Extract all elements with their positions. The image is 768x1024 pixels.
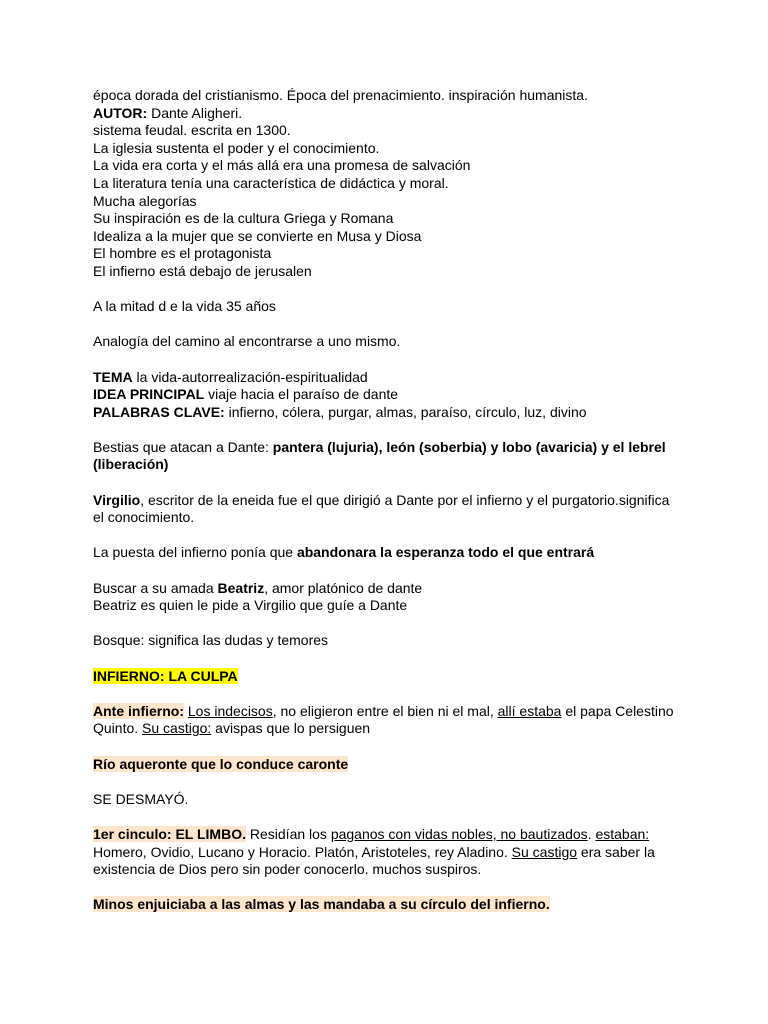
intro-line: Mucha alegorías <box>93 192 197 209</box>
author-label: AUTOR: <box>93 104 148 121</box>
intro-line: El hombre es el protagonista <box>93 245 272 262</box>
bestias-list: pantera (lujuria), león (soberbia) y lobo (avaricia) y el lebrel (liberación) <box>93 438 666 473</box>
estaban-underline: estaban: <box>595 825 650 842</box>
beatriz-name: Beatriz <box>217 579 265 596</box>
intro-line: época dorada del cristianismo. Época del prenacimiento. inspiración humanista. <box>93 87 588 103</box>
idea-label: IDEA PRINCIPAL <box>93 386 205 403</box>
virgilio-name: Virgilio <box>93 491 141 508</box>
intro-line: sistema feudal. escrita en 1300. <box>93 122 291 139</box>
intro-line: La vida era corta y el más allá era una promesa de salvación <box>93 157 471 174</box>
palabras-value: infierno, cólera, purgar, almas, paraíso, círculo, luz, divino <box>224 403 587 420</box>
limbo-paragraph: 1er cinculo: EL LIMBO. Residían los paganos con vidas nobles, no bautizados. estaban: Homero, Ovidio, Lucano y Horacio. Platón, Aristoteles, rey Aladino. Su castigo era saber la existencia de Dios pero sin poder conocerlo. muchos suspiros. <box>93 825 655 878</box>
tema-value: la vida-autorrealización-espiritualidad <box>132 368 368 385</box>
rio-line <box>93 756 683 774</box>
ante-infierno-paragraph: Ante infierno: Los indecisos, no eligieron entre el bien ni el mal, allí estaba el papa Celestino Quinto. Su castigo: avispas que lo persiguen <box>93 702 674 737</box>
bestias-paragraph <box>93 439 683 474</box>
author-value: Dante Aligheri. <box>147 104 243 121</box>
author-line <box>93 105 683 123</box>
puesta-bold: abandonara la esperanza todo el que entrará <box>296 544 595 561</box>
puesta-intro: La puesta del infierno ponía que <box>93 544 297 561</box>
intro-line: El infierno está debajo de jerusalen <box>93 262 312 279</box>
paganos-underline: paganos con vidas nobles, no bautizados <box>330 825 588 842</box>
tema-label: TEMA <box>93 368 133 385</box>
infierno-heading <box>93 668 683 686</box>
virgilio-text: , escritor de la eneida fue el que dirigió a Dante por el infierno y el purgatorio.significa el conocimiento. <box>93 491 670 526</box>
intro-line: La literatura tenía una característica de didáctica y moral. <box>93 174 449 191</box>
beatriz-intro: Buscar a su amada <box>93 579 218 596</box>
minos-line <box>93 896 683 914</box>
tema-line <box>93 369 683 387</box>
beatriz-desc: , amor platónico de dante <box>264 579 423 596</box>
limbo-label: 1er cinculo: EL LIMBO. <box>93 825 246 842</box>
ante-infierno-label: Ante infierno: <box>93 702 184 719</box>
puesta-line <box>93 544 683 562</box>
minos-text: Minos enjuiciaba a las almas y las mandaba a su círculo del infierno. <box>93 896 550 913</box>
mitad-line: A la mitad d e la vida 35 años <box>93 298 276 315</box>
bestias-intro: Bestias que atacan a Dante: <box>93 438 273 455</box>
document-body <box>93 87 683 914</box>
palabras-label: PALABRAS CLAVE: <box>93 403 225 420</box>
castigo-underline: Su castigo <box>511 843 578 860</box>
intro-line: La iglesia sustenta el poder y el conocimiento. <box>93 139 380 156</box>
virgilio-paragraph <box>93 492 683 527</box>
rio-text: Río aqueronte que lo conduce caronte <box>93 755 349 772</box>
beatriz-line-2: Beatriz es quien le pide a Virgilio que guíe a Dante <box>93 597 408 614</box>
desmayo-line: SE DESMAYÓ. <box>93 790 189 807</box>
intro-line: Su inspiración es de la cultura Griega y Romana <box>93 210 394 227</box>
intro-line: Idealiza a la mujer que se convierte en Musa y Diosa <box>93 227 422 244</box>
beatriz-line <box>93 580 683 598</box>
analogia-line: Analogía del camino al encontrarse a uno mismo. <box>93 333 401 350</box>
su-castigo-underline: Su castigo: <box>142 720 212 737</box>
idea-line <box>93 386 683 404</box>
alli-estaba-underline: allí estaba <box>497 702 562 719</box>
palabras-line <box>93 404 683 422</box>
bosque-line: Bosque: significa las dudas y temores <box>93 632 329 649</box>
indecisos-underline: Los indecisos <box>187 702 273 719</box>
idea-value: viaje hacia el paraíso de dante <box>204 386 399 403</box>
infierno-heading-text: INFIERNO: LA CULPA <box>93 667 238 684</box>
